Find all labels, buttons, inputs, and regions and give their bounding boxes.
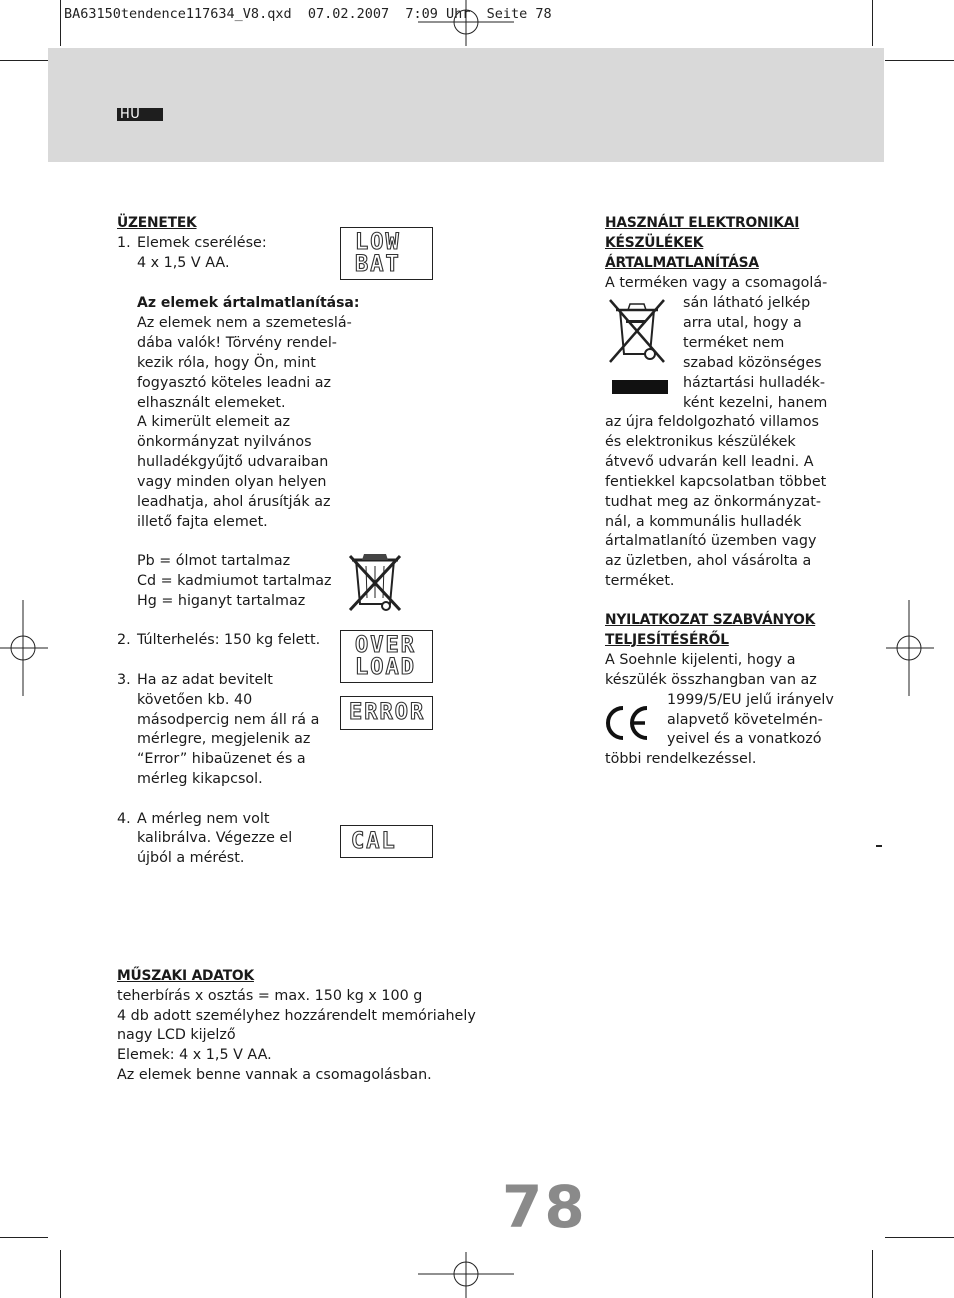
lcd-text: OVER (355, 632, 416, 658)
registration-mark-left (0, 600, 48, 696)
text-line: vagy minden olyan helyen (137, 474, 327, 490)
battery-disposal-heading: Az elemek ártalmatlanítása: (137, 295, 360, 311)
item-number: 1. (117, 235, 131, 251)
weee-text-line: arra utal, hogy a (683, 315, 802, 331)
tech-data-line: nagy LCD kijelző (117, 1027, 236, 1043)
text-line: Az elemek nem a szemeteslá- (137, 315, 352, 331)
header-band (48, 48, 884, 162)
text-line: illető fajta elemet. (137, 514, 268, 530)
text-line: leadhatja, ahol árusítják az (137, 494, 331, 510)
lcd-text: LOW (355, 229, 401, 255)
weee-text-line: és elektronikus készülékek (605, 434, 796, 450)
item4-line: kalibrálva. Végezze el (137, 830, 293, 846)
crop-mark (872, 0, 873, 46)
text-line: elhasznált elemeket. (137, 395, 286, 411)
crop-mark (885, 60, 954, 61)
item3-line: mérleg kikapcsol. (137, 771, 263, 787)
weee-text-line: ártalmatlanító üzemben vagy (605, 533, 817, 549)
conformity-text-line: többi rendelkezéssel. (605, 751, 757, 767)
weee-heading: ÁRTALMATLANÍTÁSA (605, 255, 759, 271)
text-line: A kimerült elemeit az (137, 414, 291, 430)
conformity-text-line: A Soehnle kijelenti, hogy a (605, 652, 796, 668)
weee-text-line: sán látható jelkép (683, 295, 811, 311)
chemical-line: Hg = higanyt tartalmaz (137, 593, 306, 609)
weee-text-line: háztartási hulladék- (683, 375, 826, 391)
text-line: dába valók! Törvény rendel- (137, 335, 337, 351)
lcd-text: BAT (355, 251, 401, 277)
registration-mark-bottom (418, 1250, 514, 1298)
language-badge: HU (117, 108, 163, 121)
tech-data-line: Elemek: 4 x 1,5 V AA. (117, 1047, 272, 1063)
weee-text-line: ként kezelni, hanem (683, 395, 828, 411)
conformity-heading: NYILATKOZAT SZABVÁNYOK (605, 612, 816, 628)
conformity-text-line: alapvető követelmén- (667, 712, 823, 728)
tech-data-line: 4 db adott személyhez hozzárendelt memóriahely (117, 1008, 476, 1024)
item1-line: 4 x 1,5 V AA. (137, 255, 230, 271)
weee-text-line: szabad közönséges (683, 355, 822, 371)
tech-data-line: Az elemek benne vannak a csomagolásban. (117, 1067, 432, 1083)
crop-mark (0, 60, 48, 61)
item3-line: “Error” hibaüzenet és a (137, 751, 306, 767)
item3-line: másodpercig nem áll rá a (137, 712, 320, 728)
weee-bin-icon (604, 296, 670, 396)
weee-text-line: az újra feldolgozható villamos (605, 414, 819, 430)
crop-mark (60, 0, 61, 46)
crop-mark (885, 1237, 954, 1238)
crossed-bin-icon (346, 548, 404, 614)
crop-mark (0, 1237, 48, 1238)
lcd-text: CAL (351, 828, 397, 854)
text-line: önkormányzat nyilvános (137, 434, 312, 450)
weee-text-line: nál, a kommunális hulladék (605, 514, 802, 530)
conformity-text-line: 1999/5/EU jelű irányelv (667, 692, 834, 708)
lcd-low-bat-display (340, 227, 433, 280)
weee-text-line: terméket. (605, 573, 675, 589)
weee-heading: HASZNÁLT ELEKTRONIKAI (605, 215, 800, 231)
lcd-text: LOAD (355, 654, 416, 680)
ce-mark-icon (603, 704, 649, 742)
item1-line: Elemek cserélése: (137, 235, 267, 251)
weee-text-line: tudhat meg az önkormányzat- (605, 494, 822, 510)
lcd-overload-display (340, 630, 433, 683)
weee-text-line: A terméken vagy a csomagolá- (605, 275, 828, 291)
tech-data-heading: MŰSZAKI ADATOK (117, 968, 254, 984)
item4-line: A mérleg nem volt (137, 811, 270, 827)
lcd-cal-display (340, 825, 433, 858)
weee-text-line: fentiekkel kapcsolatban többet (605, 474, 827, 490)
weee-text-line: az üzletben, ahol vásárolta a (605, 553, 812, 569)
tech-data-line: teherbírás x osztás = max. 150 kg x 100 g (117, 988, 423, 1004)
text-line: fogyasztó köteles leadni az (137, 375, 332, 391)
conformity-text-line: készülék összhangban van az (605, 672, 817, 688)
crop-mark (876, 845, 882, 847)
crop-mark (60, 1250, 61, 1298)
crop-mark (872, 1250, 873, 1298)
messages-heading: ÜZENETEK (117, 215, 197, 231)
page-number: 78 (502, 1173, 587, 1241)
print-header: BA63150tendence117634_V8.qxd 07.02.2007 7:09 Uhr Seite 78 (64, 6, 552, 22)
item4-line: újból a mérést. (137, 850, 245, 866)
lcd-error-display (340, 696, 433, 730)
registration-mark-right (886, 600, 934, 696)
conformity-heading: TELJESÍTÉSÉRŐL (605, 632, 729, 648)
item-number: 3. (117, 672, 131, 688)
item-number: 2. (117, 632, 131, 648)
conformity-text-line: yeivel és a vonatkozó (667, 731, 822, 747)
registration-mark-top (418, 0, 514, 48)
text-line: kezik róla, hogy Ön, mint (137, 355, 316, 371)
item3-line: Ha az adat bevitelt (137, 672, 273, 688)
item3-line: mérlegre, megjelenik az (137, 731, 311, 747)
weee-heading: KÉSZÜLÉKEK (605, 235, 704, 251)
item-number: 4. (117, 811, 131, 827)
chemical-line: Pb = ólmot tartalmaz (137, 553, 291, 569)
item2-line: Túlterhelés: 150 kg felett. (137, 632, 321, 648)
chemical-line: Cd = kadmiumot tartalmaz (137, 573, 332, 589)
weee-text-line: átvevő udvarán kell leadni. A (605, 454, 814, 470)
item3-line: követően kb. 40 (137, 692, 253, 708)
weee-text-line: terméket nem (683, 335, 785, 351)
lcd-text: ERROR (349, 700, 426, 725)
text-line: hulladékgyűjtő udvaraiban (137, 454, 329, 470)
